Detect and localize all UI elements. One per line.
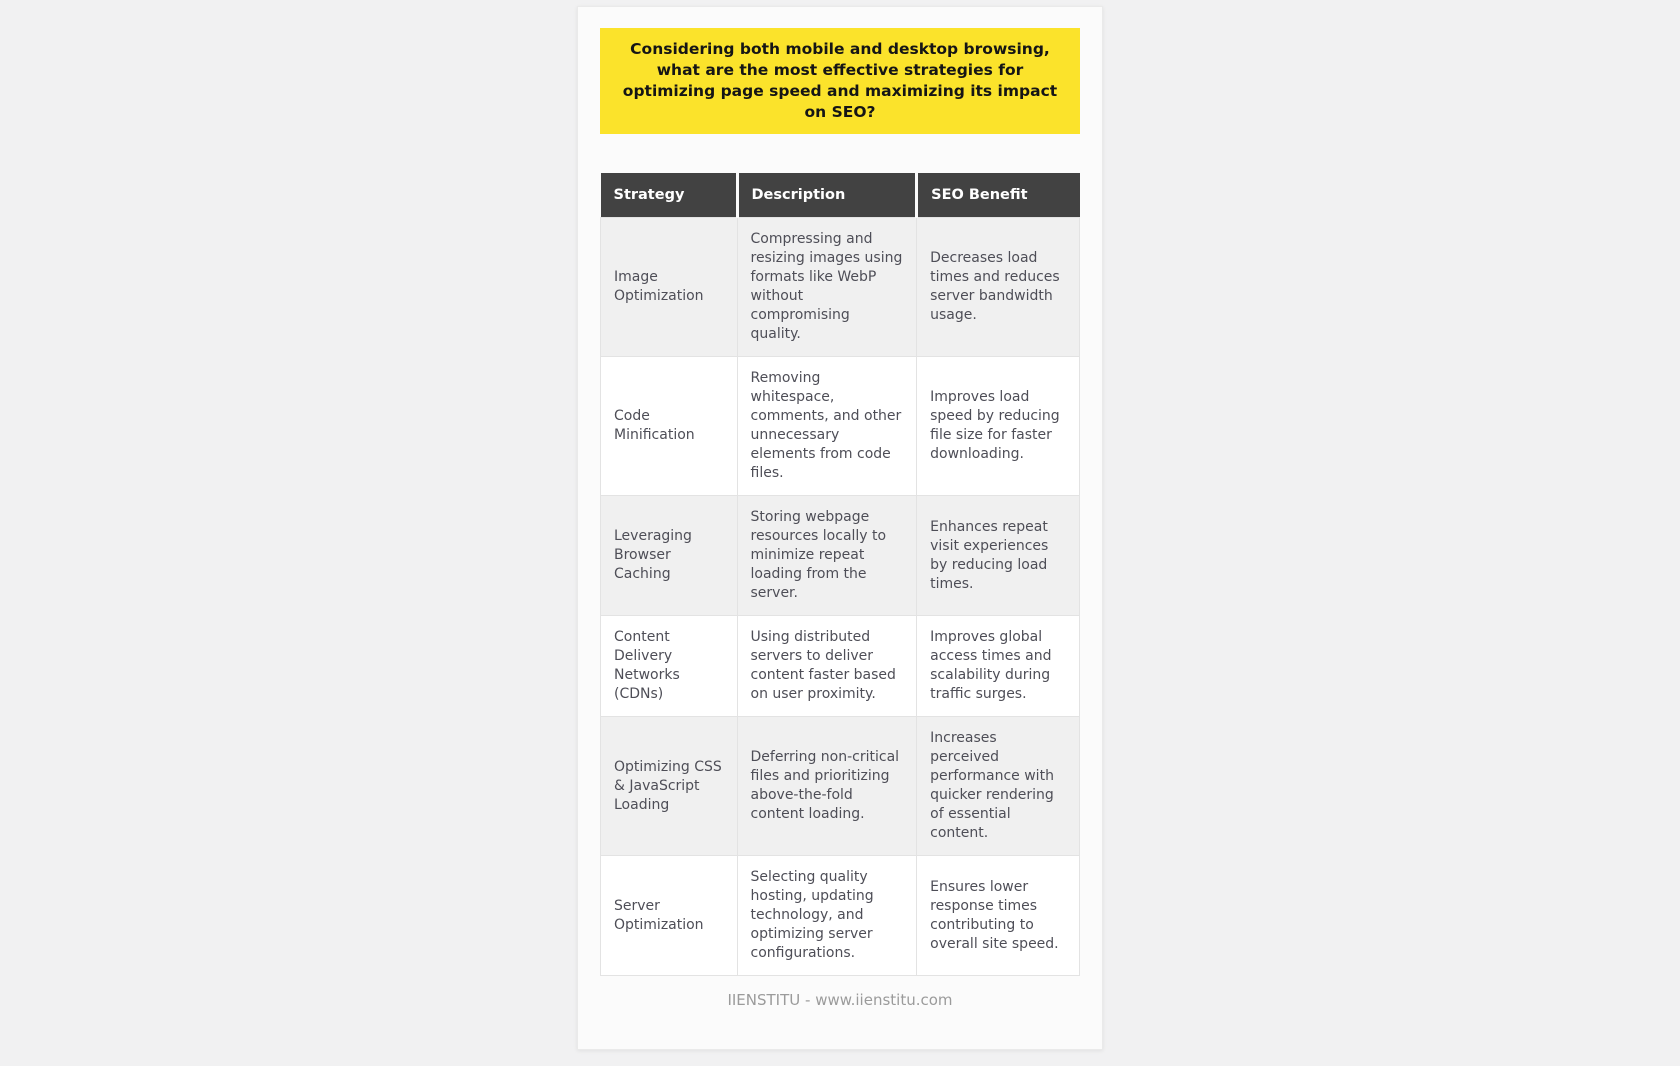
cell-benefit: Decreases load times and reduces server bandwidth usage. [917,218,1080,357]
cell-strategy: Content Delivery Networks (CDNs) [601,616,738,717]
cell-description: Using distributed servers to deliver content faster based on user proximity. [737,616,917,717]
question-highlight-box [600,28,1080,134]
table-row [601,856,1080,976]
column-header-strategy: Strategy [601,173,738,218]
column-header-description: Description [737,173,917,218]
cell-strategy: Server Optimization [601,856,738,976]
cell-benefit: Increases perceived performance with quicker rendering of essential content. [917,717,1080,856]
table-header-row [601,173,1080,218]
table-row [601,218,1080,357]
content-card [577,6,1103,1050]
cell-strategy: Image Optimization [601,218,738,357]
cell-benefit: Ensures lower response times contributing to overall site speed. [917,856,1080,976]
table-row [601,496,1080,616]
cell-description: Selecting quality hosting, updating technology, and optimizing server configurations. [737,856,917,976]
cell-description: Storing webpage resources locally to minimize repeat loading from the server. [737,496,917,616]
question-text: Considering both mobile and desktop browsing, what are the most effective strategies for optimizing page speed and maximizing its impact on SEO? [622,40,1058,121]
cell-strategy: Optimizing CSS & JavaScript Loading [601,717,738,856]
cell-description: Compressing and resizing images using formats like WebP without compromising quality. [737,218,917,357]
cell-benefit: Enhances repeat visit experiences by reducing load times. [917,496,1080,616]
cell-strategy: Code Minification [601,357,738,496]
table-row [601,616,1080,717]
footer-attribution: IIENSTITU - www.iienstitu.com [727,991,953,1009]
cell-benefit: Improves load speed by reducing file size for faster downloading. [917,357,1080,496]
seo-strategy-table [600,173,1080,976]
table-row [601,357,1080,496]
cell-benefit: Improves global access times and scalability during traffic surges. [917,616,1080,717]
cell-description: Deferring non-critical files and prioritizing above-the-fold content loading. [737,717,917,856]
table-row [601,717,1080,856]
cell-strategy: Leveraging Browser Caching [601,496,738,616]
cell-description: Removing whitespace, comments, and other unnecessary elements from code files. [737,357,917,496]
column-header-seo-benefit: SEO Benefit [917,173,1080,218]
